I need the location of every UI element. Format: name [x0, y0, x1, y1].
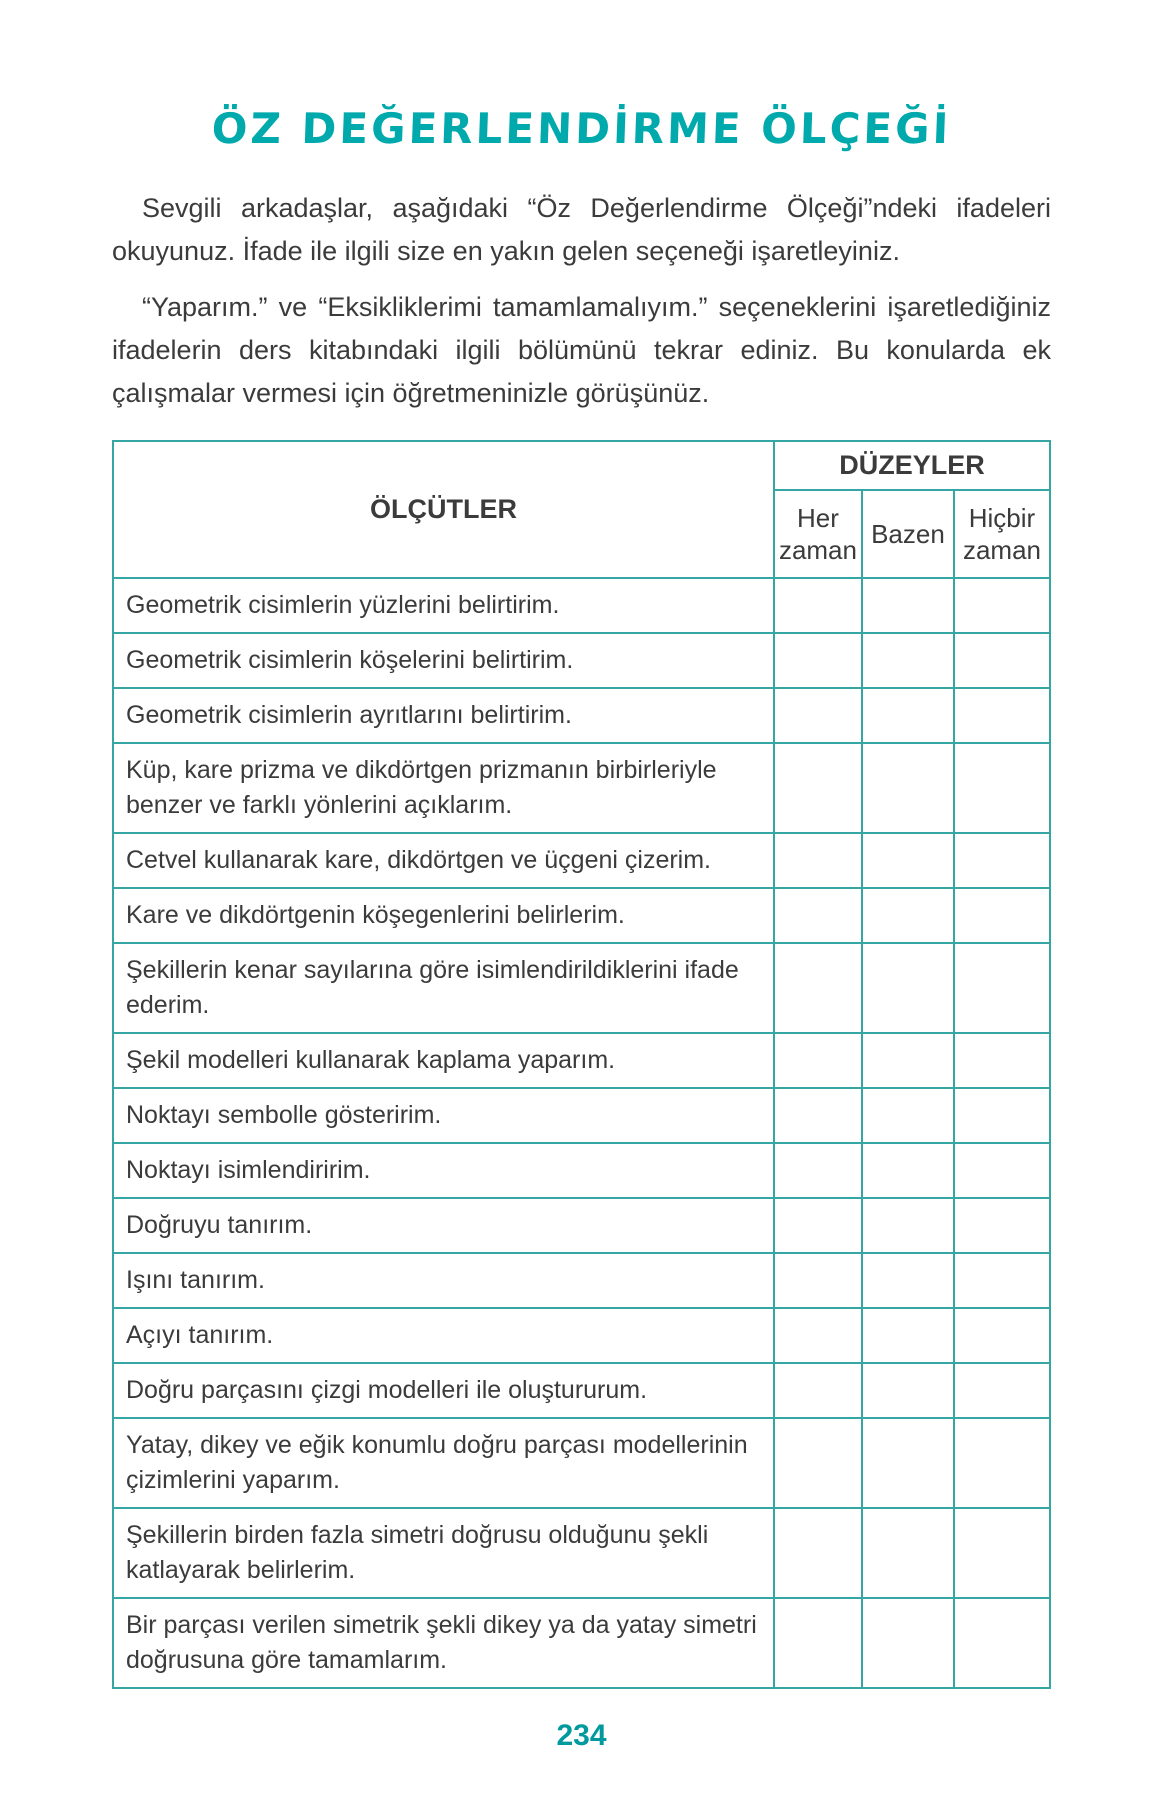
mark-cell [862, 578, 954, 633]
mark-cell [954, 743, 1050, 833]
level-column-her-zaman: Her zaman [774, 490, 862, 578]
level-column-hicbir-zaman: Hiçbir zaman [954, 490, 1050, 578]
mark-cell [774, 1363, 862, 1418]
intro-paragraph-1: Sevgili arkadaşlar, aşağıdaki “Öz Değerlendirme Ölçeği”ndeki ifadeleri okuyunuz. İfade ile ilgili size en yakın gelen seçeneği işaretleyiniz. [112, 193, 1051, 266]
mark-cell [774, 1198, 862, 1253]
mark-cell [774, 833, 862, 888]
table-row [113, 1508, 1050, 1598]
mark-cell [862, 1598, 954, 1688]
criteria-text: Geometrik cisimlerin köşelerini belirtirim. [113, 633, 774, 688]
table-row [113, 1088, 1050, 1143]
mark-cell [954, 1088, 1050, 1143]
mark-cell [862, 1033, 954, 1088]
table-row [113, 578, 1050, 633]
mark-cell [774, 743, 862, 833]
mark-cell [862, 1418, 954, 1508]
mark-cell [774, 943, 862, 1033]
mark-cell [862, 688, 954, 743]
table-row [113, 1143, 1050, 1198]
criteria-text: Noktayı sembolle gösteririm. [113, 1088, 774, 1143]
mark-cell [954, 1143, 1050, 1198]
mark-cell [774, 888, 862, 943]
mark-cell [862, 1363, 954, 1418]
table-row [113, 1598, 1050, 1688]
self-assessment-table [112, 440, 1051, 1689]
mark-cell [774, 1143, 862, 1198]
criteria-text: Cetvel kullanarak kare, dikdörtgen ve üçgeni çizerim. [113, 833, 774, 888]
criteria-text: Bir parçası verilen simetrik şekli dikey ya da yatay simetri doğrusuna göre tamamlarım. [113, 1598, 774, 1688]
mark-cell [954, 1598, 1050, 1688]
table-row [113, 1418, 1050, 1508]
mark-cell [774, 578, 862, 633]
mark-cell [862, 1198, 954, 1253]
criteria-text: Doğru parçasını çizgi modelleri ile oluştururum. [113, 1363, 774, 1418]
mark-cell [862, 1253, 954, 1308]
table-row [113, 833, 1050, 888]
table-row [113, 633, 1050, 688]
mark-cell [954, 1508, 1050, 1598]
mark-cell [774, 1418, 862, 1508]
mark-cell [862, 1143, 954, 1198]
criteria-text: Noktayı isimlendiririm. [113, 1143, 774, 1198]
page-title: ÖZ DEĞERLENDİRME ÖLÇEĞİ [210, 104, 953, 153]
criteria-text: Işını tanırım. [113, 1253, 774, 1308]
criteria-table-body [113, 578, 1050, 1688]
criteria-text: Geometrik cisimlerin yüzlerini belirtirim. [113, 578, 774, 633]
mark-cell [862, 1508, 954, 1598]
criteria-text: Şekil modelleri kullanarak kaplama yaparım. [113, 1033, 774, 1088]
mark-cell [954, 1418, 1050, 1508]
table-row [113, 1363, 1050, 1418]
mark-cell [954, 633, 1050, 688]
mark-cell [954, 1363, 1050, 1418]
header-row-levels [113, 441, 1050, 490]
mark-cell [954, 833, 1050, 888]
table-row [113, 888, 1050, 943]
mark-cell [954, 578, 1050, 633]
criteria-text: Şekillerin birden fazla simetri doğrusu olduğunu şekli katlayarak belirlerim. [113, 1508, 774, 1598]
table-row [113, 688, 1050, 743]
table-row [113, 1033, 1050, 1088]
table-row [113, 1253, 1050, 1308]
table-header [113, 441, 1050, 578]
mark-cell [862, 1088, 954, 1143]
criteria-text: Yatay, dikey ve eğik konumlu doğru parçası modellerinin çizimlerini yaparım. [113, 1418, 774, 1508]
criteria-text: Kare ve dikdörtgenin köşegenlerini belirlerim. [113, 888, 774, 943]
mark-cell [954, 1308, 1050, 1363]
levels-group-header: DÜZEYLER [774, 441, 1050, 490]
mark-cell [774, 688, 862, 743]
intro-paragraph-2: “Yaparım.” ve “Eksikliklerimi tamamlamalıyım.” seçeneklerini işaretlediğiniz ifadelerin ders kitabındaki ilgili bölümünü tekrar ediniz. Bu konularda ek çalışmalar vermesi için öğretmeninizle görüşünüz. [112, 292, 1051, 408]
mark-cell [862, 833, 954, 888]
mark-cell [862, 1308, 954, 1363]
mark-cell [774, 1088, 862, 1143]
level-column-bazen: Bazen [862, 490, 954, 578]
mark-cell [954, 1198, 1050, 1253]
criteria-text: Açıyı tanırım. [113, 1308, 774, 1363]
mark-cell [862, 943, 954, 1033]
mark-cell [954, 1033, 1050, 1088]
mark-cell [862, 633, 954, 688]
mark-cell [774, 633, 862, 688]
criteria-text: Doğruyu tanırım. [113, 1198, 774, 1253]
table-row [113, 943, 1050, 1033]
mark-cell [954, 1253, 1050, 1308]
table-row [113, 743, 1050, 833]
mark-cell [954, 943, 1050, 1033]
mark-cell [954, 888, 1050, 943]
criteria-text: Şekillerin kenar sayılarına göre isimlendirildiklerini ifade ederim. [113, 943, 774, 1033]
mark-cell [862, 888, 954, 943]
criteria-text: Küp, kare prizma ve dikdörtgen prizmanın birbirleriyle benzer ve farklı yönlerini açıklarım. [113, 743, 774, 833]
table-row [113, 1198, 1050, 1253]
criteria-column-header: ÖLÇÜTLER [113, 441, 774, 578]
mark-cell [862, 743, 954, 833]
mark-cell [774, 1033, 862, 1088]
mark-cell [954, 688, 1050, 743]
mark-cell [774, 1598, 862, 1688]
criteria-text: Geometrik cisimlerin ayrıtlarını belirtirim. [113, 688, 774, 743]
mark-cell [774, 1253, 862, 1308]
mark-cell [774, 1508, 862, 1598]
mark-cell [774, 1308, 862, 1363]
page-number: 234 [556, 1719, 607, 1753]
table-row [113, 1308, 1050, 1363]
